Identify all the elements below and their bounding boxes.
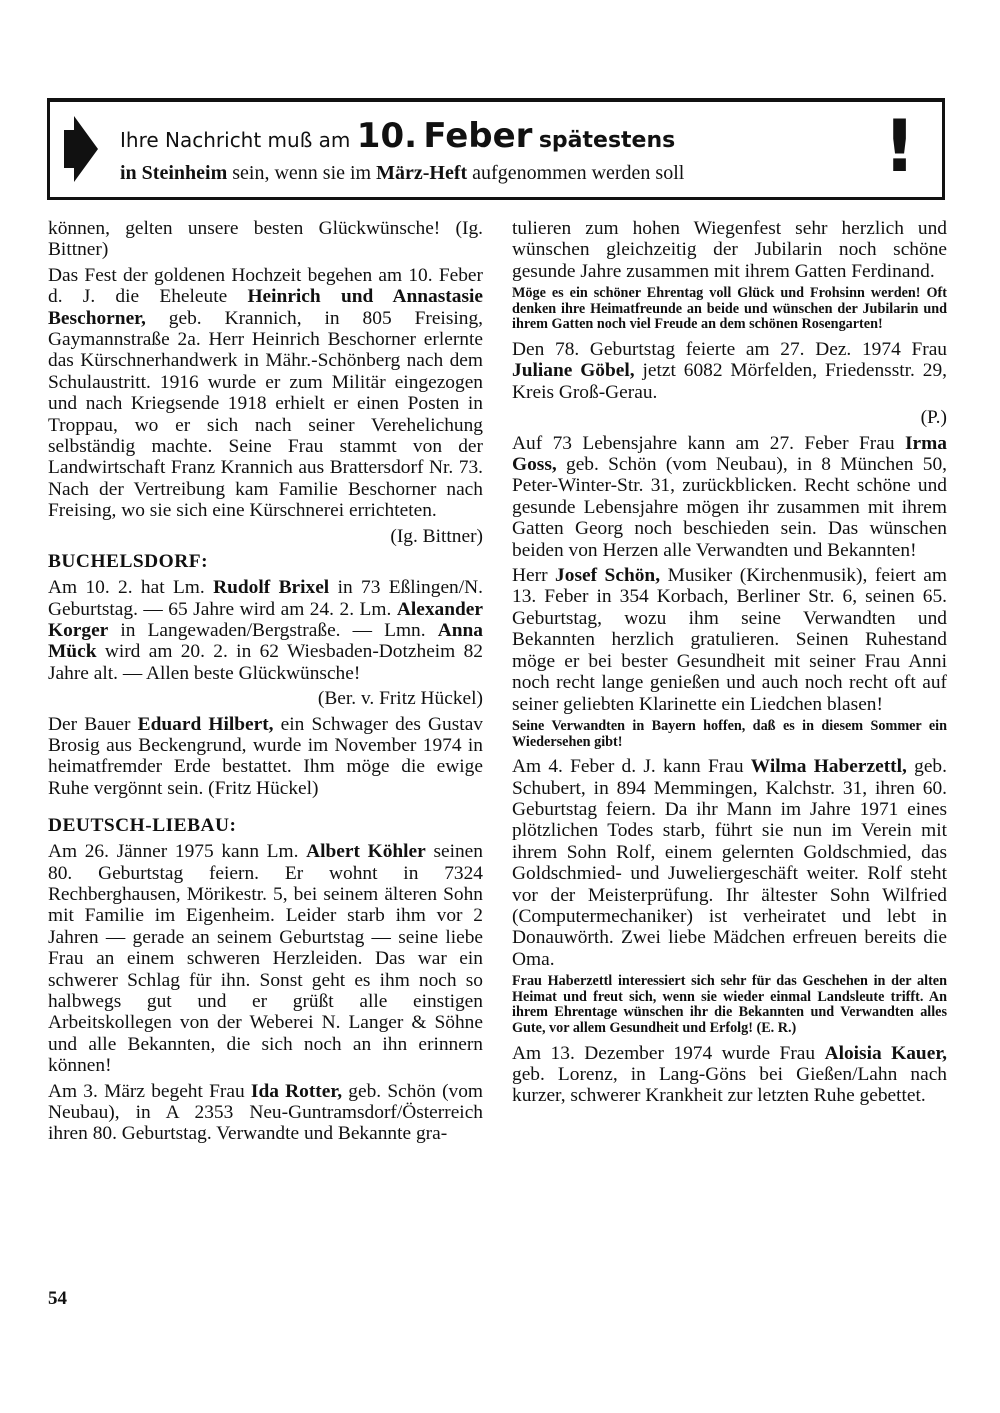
byline: (Ber. v. Fritz Hückel) (317, 688, 483, 710)
person-name: Anna Mück (48, 619, 483, 663)
paragraph-buchelsdorf: Am 10. 2. hat Lm. Rudolf Brixel in 73 Eßlingen/N. Geburtstag. — 65 Jahre wird am 24. 2. Lm. Alexander Korger in Langewaden/Bergstraße. — Lmn. Anna Mück wird am 20. 2. in 62 Wiesbaden-Dotzheim 82 Jahre alt. — Allen beste Glückwünsche! (48, 577, 483, 684)
section-heading-deutsch-liebau: DEUTSCH-LIEBAU: (48, 815, 237, 837)
paragraph-kauer: Am 13. Dezember 1974 wurde Frau Aloisia Kauer, geb. Lorenz, in Lang-Göns bei Gießen/Lahn nach kurzer, schwerer Krankheit zur letzten Ruhe gebettet. (512, 1042, 947, 1107)
byline: (P.) (920, 407, 947, 429)
person-name: Rudolf Brixel (213, 577, 330, 599)
deadline-day: 10. (356, 116, 418, 156)
paragraph-haberzettl: Am 4. Feber d. J. kann Frau Wilma Haberzettl, geb. Schubert, in 894 Memmingen, Kalchstr. 31, ihren 60. Geburtstag feiern. Da ihr Mann im Jahre 1971 eines plötzlichen Todes starb, führt sie nun im Verein mit ihrem Sohn Rolf, einem gelernten Goldschmied, das Goldschmied- und Juweliergeschäft weiter. Rolf steht vor der Meisterprüfung. Ihr ältester Sohn Wilfried (Computermechaniker) ist verheiratet und lebt in Donauwörth. Zwei liebe Mädchen erfreuen bereits die Oma. (512, 756, 947, 970)
byline: (Ig. Bittner) (390, 525, 483, 547)
person-name: Eduard Hilbert, (137, 713, 274, 735)
right-arrow-icon (64, 116, 98, 182)
paragraph-beschorner: Das Fest der goldenen Hochzeit begehen am 10. Feber d. J. die Eheleute Heinrich und Annastasie Beschorner, geb. Krannich, in 805 Freising, Gaymannstraße 2a. Herr Heinrich Beschorner erlernte das Kürschnerhandwerk in Mähr.-Schönberg nach dem Schulaustritt. 1916 wurde er zum Militär eingezogen und nach Kriegsende 1918 erhielt er einen Posten in Troppau, wo er sich nach seiner Verehelichung selbständig machte. Seine Frau stammt von der Landwirtschaft Franz Krannich aus Brattersdorf Nr. 73. Nach der Vertreibung kam Familie Beschorner nach Freising, wo sie sich eine Kürschnerei errichteten. (48, 264, 483, 522)
person-name: Wilma Haberzettl, (750, 756, 907, 778)
notice-location: in Steinheim (120, 162, 228, 184)
small-note: Seine Verwandten in Bayern hoffen, daß es in diesem Sommer ein Wiedersehen gibt! (512, 717, 947, 750)
paragraph-rotter: Am 3. März begeht Frau Ida Rotter, geb. Schön (vom Neubau), in A 2353 Neu-Guntramsdorf/Österreich ihren 80. Geburtstag. Verwandte und Bekannte gra- (48, 1080, 483, 1145)
notice-issue: März-Heft (376, 162, 468, 184)
exclamation-mark: ! (883, 104, 916, 188)
notice-emphasis: spätestens (538, 128, 676, 153)
paragraph-goebel: Den 78. Geburtstag feierte am 27. Dez. 1974 Frau Juliane Göbel, jetzt 6082 Mörfelden, Friedensstr. 29, Kreis Groß-Gerau. (512, 339, 948, 403)
paragraph-schoen: Herr Josef Schön, Musiker (Kirchenmusik), feiert am 13. Feber in 354 Korbach, Berliner Str. 6, seinen 65. Geburtstag, wozu ihm seine Verwandten und Bekannten herzlich gratulieren. Seinen Ruhestand möge er bei bester Gesundheit mit seiner Frau Anni noch recht lange genießen und auch noch recht oft auf seiner geliebten Klarinette ein Liedchen blasen! (512, 565, 947, 715)
small-note: Frau Haberzettl interessiert sich sehr für das Geschehen in der alten Heimat und freut sich, wenn sie wieder einmal Landsleute trifft. An ihrem Ehrentage wünschen ihr die Bekannten und Verwandten alles Gute, vor allem Gesundheit und Erfolg! (E. R.) (512, 973, 947, 1036)
paragraph-koehler: Am 26. Jänner 1975 kann Lm. Albert Köhler seinen 80. Geburtstag feiern. Er wohnt in 7324 Rechberghausen, Mörikestr. 5, bei seinem älteren Sohn mit Familie im Eigenheim. Leider starb ihm vor 2 Jahren — gerade an seinem Geburtstag — seine liebe Frau an einem schweren Herzleiden. Das war ein schwerer Schlag für ihn. Sonst geht es ihm noch so halbwegs gut und er grüßt alle einstigen Arbeitskollegen von der Weberei N. Langer & Söhne und alle Bekannten, die sich noch an ihn erinnern können! (48, 841, 483, 1077)
notice-line-2 (120, 162, 684, 185)
person-name: Albert Köhler (306, 841, 426, 863)
paragraph: können, gelten unsere besten Glückwünsche! (Ig. Bittner) (48, 218, 483, 261)
paragraph: tulieren zum hohen Wiegenfest sehr herzlich und wünschen gleichzeitig der Jubilarin noch schöne gesunde Jahre zusammen mit ihrem Gatten Ferdinand. (512, 218, 947, 282)
page-number: 54 (48, 1288, 67, 1309)
person-name: Irma Goss, (512, 432, 947, 476)
small-note: Möge es ein schöner Ehrentag voll Glück und Frohsinn werden! Oft denken ihre Heimatfreunde an beide und wünschen der Jubilarin und ihrem Gatten noch viel Freude an dem schönen Rosengarten! (512, 285, 947, 333)
section-heading-buchelsdorf: BUCHELSDORF: (48, 551, 209, 573)
left-column (48, 218, 483, 1149)
person-name: Heinrich und Annastasie Beschorner, (48, 286, 483, 329)
deadline-notice-box (47, 98, 945, 200)
deadline-month: Feber (423, 116, 533, 156)
paragraph-goss: Auf 73 Lebensjahre kann am 27. Feber Frau Irma Goss, geb. Schön (vom Neubau), in 8 München 50, Peter-Winter-Str. 31, zurückblicken. Recht schöne und gesunde Lebensjahre mögen ihr zusammen mit ihrem Gatten Georg noch beschieden sein. Das wünschen beiden von Herzen alle Verwandten und Bekannten! (512, 432, 947, 561)
paragraph-hilbert: Der Bauer Eduard Hilbert, ein Schwager des Gustav Brosig aus Beckengrund, wurde im November 1974 in heimatfremder Erde bestattet. Ihm möge die ewige Ruhe vergönnt sein. (Fritz Hückel) (48, 713, 483, 799)
person-name: Aloisia Kauer, (824, 1042, 947, 1064)
right-column (512, 218, 947, 1111)
notice-text: aufgenommen werden soll (472, 162, 685, 184)
notice-text: Ihre Nachricht muß am (120, 128, 351, 152)
notice-line-1 (120, 116, 675, 156)
person-name: Josef Schön, (555, 565, 661, 587)
person-name: Ida Rotter, (250, 1080, 343, 1102)
person-name: Juliane Göbel, (512, 360, 635, 382)
person-name: Alexander Korger (48, 598, 483, 641)
notice-text: sein, wenn sie im (232, 162, 372, 184)
